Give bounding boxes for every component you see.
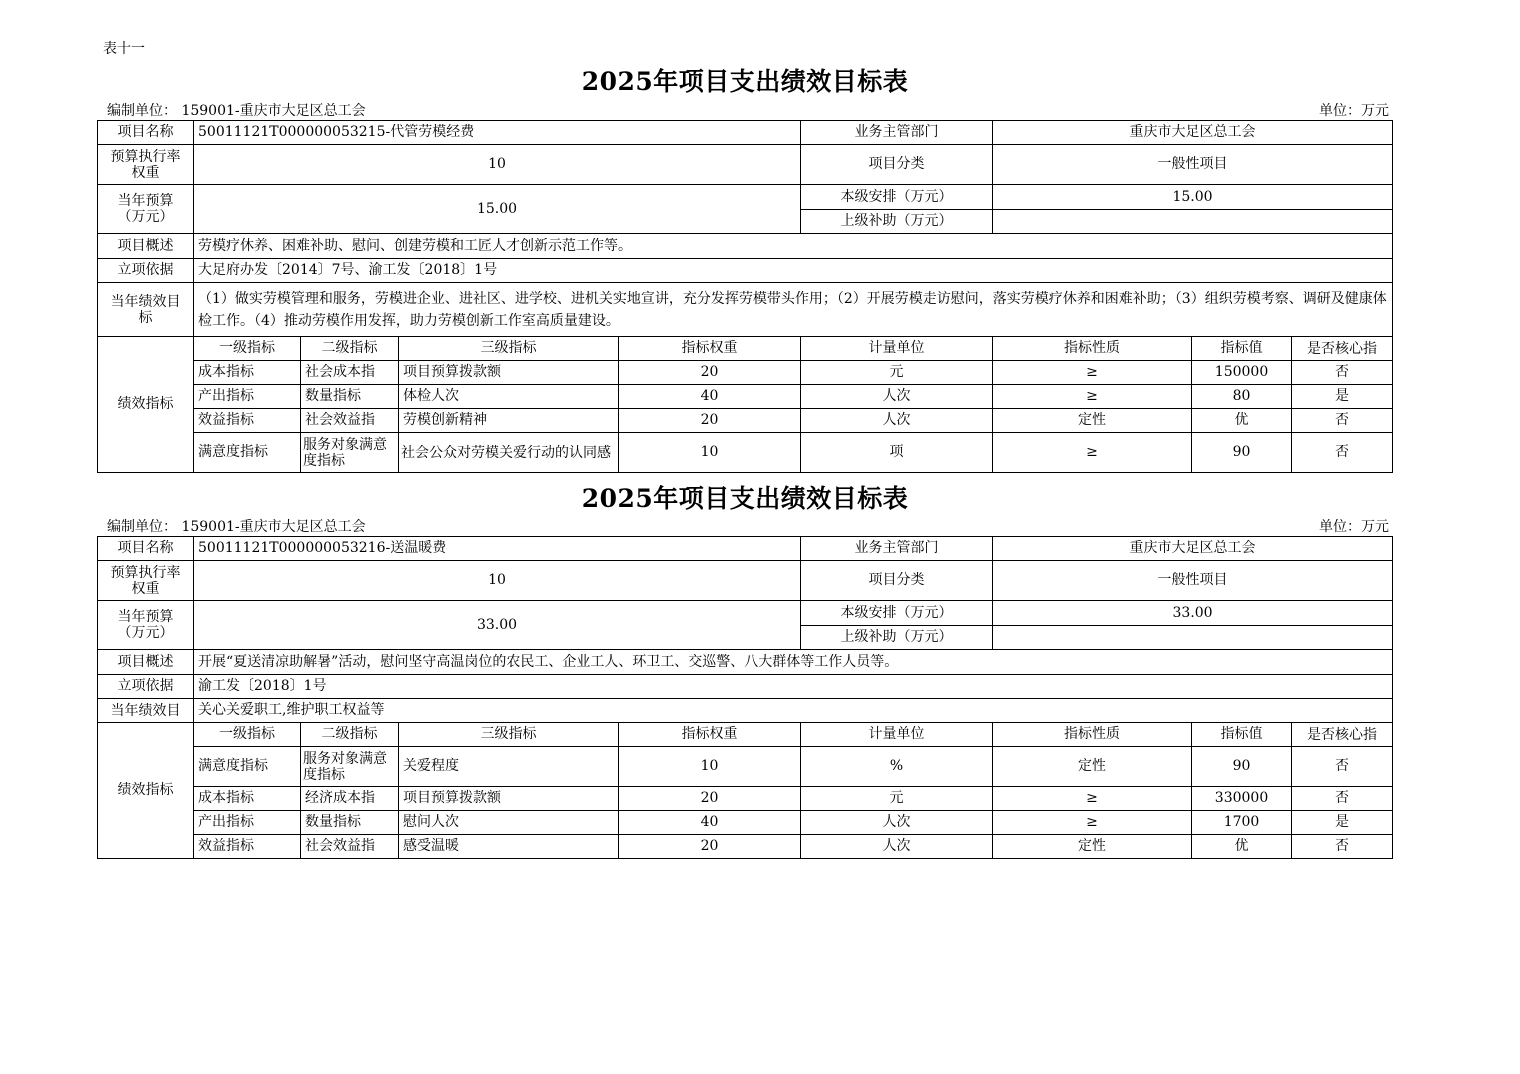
local-label: 本级安排（万元）	[801, 185, 993, 210]
cell: 否	[1292, 409, 1393, 433]
cell: 优	[1192, 835, 1292, 859]
cell: 否	[1292, 835, 1393, 859]
budget-value: 15.00	[194, 185, 801, 234]
cell: 80	[1192, 385, 1292, 409]
cell: 数量指标	[301, 811, 399, 835]
basis-label: 立项依据	[98, 675, 194, 699]
overview-value: 开展“夏送清凉助解暑”活动，慰问坚守高温岗位的农民工、企业工人、环卫工、交巡警、八大群体等工作人员等。	[194, 650, 1393, 675]
performance-table	[97, 536, 1393, 859]
goal-label: 当年绩效目	[98, 699, 194, 723]
header-cell: 是否核心指	[1292, 723, 1393, 747]
cell: 90	[1192, 747, 1292, 787]
table-row	[98, 409, 1393, 433]
table-row	[98, 361, 1393, 385]
org-line	[107, 516, 366, 536]
goal-value: （1）做实劳模管理和服务，劳模进企业、进社区、进学校、进机关实地宣讲，充分发挥劳模带头作用；（2）开展劳模走访慰问，落实劳模疗休养和困难补助；（3）组织劳模考察、调研及健康体检工作。（4）推动劳模作用发挥，助力劳模创新工作室高质量建设。	[194, 283, 1393, 337]
weight-value: 10	[194, 145, 801, 185]
table-title: 2025年项目支出绩效目标表	[581, 484, 909, 513]
cell: 40	[619, 385, 801, 409]
cell: 90	[1192, 433, 1292, 473]
header-cell: 计量单位	[801, 723, 993, 747]
indicators-label: 绩效指标	[98, 337, 194, 473]
weight-label-line1: 预算执行率	[110, 148, 181, 165]
cell: 成本指标	[194, 787, 301, 811]
cell: ≥	[993, 811, 1192, 835]
cell: 慰问人次	[399, 811, 619, 835]
upper-label: 上级补助（万元）	[801, 626, 993, 650]
unit-text: 单位：万元	[1319, 519, 1389, 535]
indicators-label: 绩效指标	[98, 723, 194, 859]
table-row	[98, 747, 1393, 787]
table-row	[98, 811, 1393, 835]
cell: 定性	[993, 747, 1192, 787]
cell: 40	[619, 811, 801, 835]
goal-value: 关心关爱职工,维护职工权益等	[194, 699, 1393, 723]
cell: 社会效益指	[301, 835, 399, 859]
overview-label: 项目概述	[98, 650, 194, 675]
org-label: 编制单位：	[107, 103, 177, 119]
header-cell: 指标权重	[619, 723, 801, 747]
upper-value	[993, 210, 1393, 234]
weight-label-line2: 权重	[131, 580, 160, 597]
budget-label-line1: 当年预算	[117, 609, 174, 625]
cell: 感受温暖	[399, 835, 619, 859]
table-row	[98, 433, 1393, 473]
cell: 否	[1292, 787, 1393, 811]
cell: 否	[1292, 361, 1393, 385]
budget-label-line2: （万元）	[117, 209, 174, 225]
header-cell: 一级指标	[194, 723, 301, 747]
cell: 人次	[801, 811, 993, 835]
cell: %	[801, 747, 993, 787]
cell: 项目预算拨款额	[399, 787, 619, 811]
cell: 满意度指标	[194, 747, 301, 787]
dept-value: 重庆市大足区总工会	[993, 121, 1393, 145]
header-cell: 三级指标	[399, 337, 619, 361]
cell: 经济成本指	[301, 787, 399, 811]
project-name-value: 50011121T000000053216-送温暖费	[194, 537, 801, 561]
dept-label: 业务主管部门	[801, 537, 993, 561]
cell: 定性	[993, 409, 1192, 433]
cell: 10	[619, 433, 801, 473]
cell: 服务对象满意度指标	[301, 433, 399, 473]
category-label: 项目分类	[801, 145, 993, 185]
dept-value: 重庆市大足区总工会	[993, 537, 1393, 561]
cell: 项目预算拨款额	[399, 361, 619, 385]
cell: 20	[619, 409, 801, 433]
cell: 否	[1292, 747, 1393, 787]
cell: 劳模创新精神	[399, 409, 619, 433]
budget-label-line2: （万元）	[117, 625, 174, 641]
org-line	[107, 100, 366, 120]
dept-label: 业务主管部门	[801, 121, 993, 145]
goal-label	[98, 283, 194, 337]
cell: 定性	[993, 835, 1192, 859]
sheet-label: 表十一	[103, 41, 145, 57]
cell: 人次	[801, 409, 993, 433]
table-row	[98, 835, 1393, 859]
cell: 人次	[801, 385, 993, 409]
weight-label	[98, 561, 194, 601]
org-value: 159001-重庆市大足区总工会	[181, 519, 366, 535]
goal-label-line1: 当年绩效目	[110, 293, 181, 310]
budget-label	[98, 185, 194, 234]
unit-text: 单位：万元	[1319, 103, 1389, 119]
org-value: 159001-重庆市大足区总工会	[181, 103, 366, 119]
cell: 330000	[1192, 787, 1292, 811]
header-cell: 是否核心指	[1292, 337, 1393, 361]
cell: 产出指标	[194, 385, 301, 409]
cell: 成本指标	[194, 361, 301, 385]
cell: ≥	[993, 361, 1192, 385]
cell: 效益指标	[194, 835, 301, 859]
cell: ≥	[993, 433, 1192, 473]
local-label: 本级安排（万元）	[801, 601, 993, 626]
overview-label: 项目概述	[98, 234, 194, 259]
cell: 元	[801, 787, 993, 811]
cell: ≥	[993, 787, 1192, 811]
weight-value: 10	[194, 561, 801, 601]
cell: 20	[619, 787, 801, 811]
cell: 1700	[1192, 811, 1292, 835]
header-cell: 指标性质	[993, 337, 1192, 361]
basis-value: 渝工发〔2018〕1号	[194, 675, 1393, 699]
table-row	[98, 385, 1393, 409]
cell: 10	[619, 747, 801, 787]
cell: 20	[619, 835, 801, 859]
header-cell: 二级指标	[301, 337, 399, 361]
cell: 数量指标	[301, 385, 399, 409]
header-cell: 指标值	[1192, 337, 1292, 361]
cell: 项	[801, 433, 993, 473]
local-value: 33.00	[993, 601, 1393, 626]
cell: 服务对象满意度指标	[301, 747, 399, 787]
header-cell: 指标值	[1192, 723, 1292, 747]
org-label: 编制单位：	[107, 519, 177, 535]
cell: 社会公众对劳模关爱行动的认同感	[399, 433, 619, 473]
cell: 否	[1292, 433, 1393, 473]
header-cell: 三级指标	[399, 723, 619, 747]
category-value: 一般性项目	[993, 561, 1393, 601]
performance-table	[97, 120, 1393, 473]
upper-label: 上级补助（万元）	[801, 210, 993, 234]
header-cell: 指标权重	[619, 337, 801, 361]
weight-label-line1: 预算执行率	[110, 564, 181, 581]
local-value: 15.00	[993, 185, 1393, 210]
budget-label	[98, 601, 194, 650]
header-cell: 指标性质	[993, 723, 1192, 747]
header-cell: 一级指标	[194, 337, 301, 361]
category-label: 项目分类	[801, 561, 993, 601]
budget-label-line1: 当年预算	[117, 193, 174, 209]
table-row	[98, 787, 1393, 811]
basis-label: 立项依据	[98, 259, 194, 283]
category-value: 一般性项目	[993, 145, 1393, 185]
project-name-value: 50011121T000000053215-代管劳模经费	[194, 121, 801, 145]
cell: 关爱程度	[399, 747, 619, 787]
project-name-label: 项目名称	[98, 121, 194, 145]
weight-label	[98, 145, 194, 185]
cell: ≥	[993, 385, 1192, 409]
cell: 人次	[801, 835, 993, 859]
cell: 效益指标	[194, 409, 301, 433]
budget-value: 33.00	[194, 601, 801, 650]
project-name-label: 项目名称	[98, 537, 194, 561]
cell: 优	[1192, 409, 1292, 433]
header-cell: 二级指标	[301, 723, 399, 747]
goal-label-line2: 标	[138, 309, 153, 326]
header-cell: 计量单位	[801, 337, 993, 361]
cell: 20	[619, 361, 801, 385]
cell: 产出指标	[194, 811, 301, 835]
basis-value: 大足府办发〔2014〕7号、渝工发〔2018〕1号	[194, 259, 1393, 283]
cell: 社会成本指	[301, 361, 399, 385]
cell: 元	[801, 361, 993, 385]
table-title: 2025年项目支出绩效目标表	[581, 67, 909, 96]
cell: 是	[1292, 385, 1393, 409]
weight-label-line2: 权重	[131, 164, 160, 181]
cell: 是	[1292, 811, 1393, 835]
overview-value: 劳模疗休养、困难补助、慰问、创建劳模和工匠人才创新示范工作等。	[194, 234, 1393, 259]
cell: 满意度指标	[194, 433, 301, 473]
cell: 体检人次	[399, 385, 619, 409]
cell: 社会效益指	[301, 409, 399, 433]
cell: 150000	[1192, 361, 1292, 385]
upper-value	[993, 626, 1393, 650]
